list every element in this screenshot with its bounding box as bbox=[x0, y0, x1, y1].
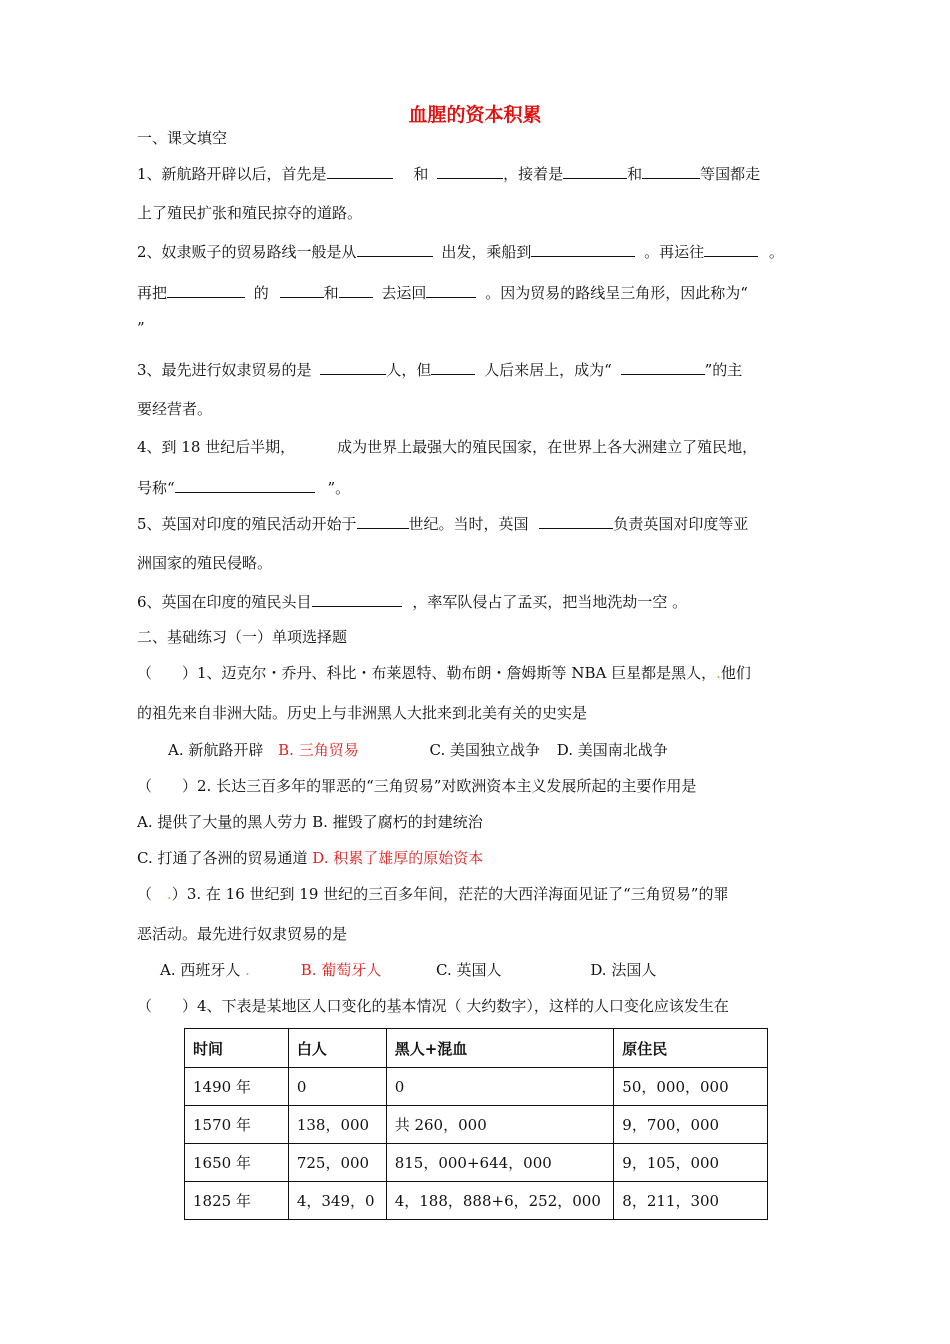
option-b[interactable]: B. 摧毁了腐朽的封建统治 bbox=[312, 813, 483, 831]
fill-question-4-cont bbox=[137, 477, 350, 498]
blank[interactable] bbox=[339, 282, 373, 298]
table-row bbox=[185, 1182, 768, 1220]
text: 人，但 bbox=[386, 361, 432, 379]
mc-question-4 bbox=[137, 996, 729, 1016]
fill-question-1-cont: 上了殖民扩张和殖民掠夺的道路。 bbox=[137, 204, 363, 222]
header-cell: 白人 bbox=[288, 1029, 386, 1068]
fill-question-5 bbox=[137, 513, 748, 534]
table-row bbox=[185, 1068, 768, 1106]
fill-question-4 bbox=[137, 437, 757, 457]
option-d-answer[interactable]: D. 积累了雄厚的原始资本 bbox=[312, 849, 484, 867]
text: 。 bbox=[768, 243, 784, 261]
text: 1、新航路开辟以后，首先是 bbox=[137, 165, 327, 183]
text: 3. 在 16 世纪到 19 世纪的三百多年间，茫茫的大西洋海面见证了“三角贸易”的罪 bbox=[186, 885, 729, 903]
blank[interactable] bbox=[704, 241, 758, 257]
table-cell: 共 260，000 bbox=[386, 1106, 614, 1144]
text: 出发，乘船到 bbox=[441, 243, 532, 261]
table-cell: 50，000，000 bbox=[614, 1068, 768, 1106]
option-d[interactable]: D. 美国南北战争 bbox=[556, 741, 668, 759]
option-a[interactable]: A. 新航路开辟 bbox=[168, 741, 264, 759]
text: 5、英国对印度的殖民活动开始于 bbox=[137, 515, 357, 533]
option-a[interactable]: A. 提供了大量的黑人劳力 bbox=[137, 813, 308, 831]
mc-question-1-cont: 的祖先来自非洲大陆。历史上与非洲黑人大批来到北美有关的史实是 bbox=[137, 704, 588, 722]
blank[interactable] bbox=[437, 163, 503, 179]
text: ”的主 bbox=[704, 361, 743, 379]
mc-question-2 bbox=[137, 776, 696, 796]
answer-paren[interactable]: （ ） bbox=[137, 777, 198, 795]
table-cell: 8，211，300 bbox=[614, 1182, 768, 1220]
blank[interactable] bbox=[320, 359, 386, 375]
blank[interactable] bbox=[563, 163, 627, 179]
table-header-row bbox=[185, 1029, 768, 1068]
table-cell: 1825 年 bbox=[185, 1182, 289, 1220]
fill-question-2-cont bbox=[137, 282, 748, 303]
table-cell: 1490 年 bbox=[185, 1068, 289, 1106]
text: 的 bbox=[253, 284, 269, 302]
table-cell: 1570 年 bbox=[185, 1106, 289, 1144]
option-b-answer[interactable]: B. 葡萄牙人 bbox=[300, 961, 382, 979]
text: 他们 bbox=[720, 664, 751, 682]
page-title: 血腥的资本积累 bbox=[408, 104, 542, 126]
text: 和 bbox=[627, 165, 643, 183]
blank[interactable] bbox=[426, 282, 476, 298]
header-cell: 时间 bbox=[185, 1029, 289, 1068]
text: 再把 bbox=[137, 284, 168, 302]
table-cell: 0 bbox=[288, 1068, 386, 1106]
header-cell: 黑人+混血 bbox=[386, 1029, 614, 1068]
text: ，率军队侵占了孟买，把当地洗劫一空 。 bbox=[412, 593, 688, 611]
text: 去运回 bbox=[381, 284, 427, 302]
text: 世纪。当时，英国 bbox=[408, 515, 529, 533]
text: ，接着是 bbox=[503, 165, 564, 183]
text: 2. 长达三百多年的罪恶的“三角贸易”对欧洲资本主义发展所起的主要作用是 bbox=[197, 777, 697, 795]
blank[interactable] bbox=[357, 241, 433, 257]
text: 1、迈克尔・乔丹、科比・布莱恩特、勒布朗・詹姆斯等 NBA 巨星都是黑人， bbox=[197, 664, 717, 682]
mc-options-2b bbox=[137, 848, 483, 868]
table-cell: 0 bbox=[386, 1068, 614, 1106]
text: 和 bbox=[323, 284, 339, 302]
text: 号称“ bbox=[137, 479, 175, 497]
text: 等国都走 bbox=[700, 165, 761, 183]
table-row bbox=[185, 1106, 768, 1144]
fill-question-2-end: ” bbox=[137, 319, 145, 337]
option-b-answer[interactable]: B. 三角贸易 bbox=[278, 741, 359, 759]
blank[interactable] bbox=[642, 163, 700, 179]
blank[interactable] bbox=[531, 241, 635, 257]
blank[interactable] bbox=[431, 359, 475, 375]
text: 4、下表是某地区人口变化的基本情况（ 大约数字），这样的人口变化应该发生在 bbox=[197, 997, 729, 1015]
blank[interactable] bbox=[327, 163, 393, 179]
fill-question-2 bbox=[137, 241, 784, 262]
option-a[interactable]: A. 西班牙人 bbox=[160, 961, 241, 979]
text: 人后来居上，成为“ bbox=[484, 361, 612, 379]
text: ”。 bbox=[327, 479, 351, 497]
mc-question-3: （ .）3. 在 16 世纪到 19 世纪的三百多年间，茫茫的大西洋海面见证了“三角贸易”的罪 bbox=[137, 885, 729, 903]
option-d[interactable]: D. 法国人 bbox=[590, 961, 657, 979]
blank[interactable] bbox=[280, 282, 324, 298]
fill-question-3-cont: 要经营者。 bbox=[137, 400, 213, 418]
text: 6、英国在印度的殖民头目 bbox=[137, 593, 312, 611]
table-cell: 9，700，000 bbox=[614, 1106, 768, 1144]
population-table bbox=[184, 1028, 768, 1220]
text: 。再运往 bbox=[644, 243, 705, 261]
table-cell: 815，000+644，000 bbox=[386, 1144, 614, 1182]
section-heading-2: 二、基础练习（一）单项选择题 bbox=[137, 628, 348, 646]
text: 。因为贸易的路线呈三角形，因此称为“ bbox=[485, 284, 748, 302]
blank[interactable] bbox=[167, 282, 245, 298]
answer-paren-close: ） bbox=[171, 885, 187, 903]
blank[interactable] bbox=[621, 359, 705, 375]
answer-paren-open[interactable]: （ bbox=[137, 885, 168, 903]
mc-question-3-cont: 恶活动。最先进行奴隶贸易的是 bbox=[137, 925, 348, 943]
answer-paren[interactable]: （ ） bbox=[137, 664, 198, 682]
text: 2、奴隶贩子的贸易路线一般是从 bbox=[137, 243, 357, 261]
table-cell: 9，105，000 bbox=[614, 1144, 768, 1182]
fill-question-6 bbox=[137, 591, 687, 612]
blank[interactable] bbox=[539, 513, 613, 529]
table-cell: 138，000 bbox=[288, 1106, 386, 1144]
text: 4、到 18 世纪后半期， bbox=[137, 438, 296, 456]
mc-options-1 bbox=[168, 740, 668, 760]
table-cell: 4，188，888+6，252，000 bbox=[386, 1182, 614, 1220]
text: 负责英国对印度等亚 bbox=[613, 515, 749, 533]
blank[interactable] bbox=[175, 477, 315, 493]
option-c[interactable]: C. 美国独立战争 bbox=[429, 741, 540, 759]
table-row bbox=[185, 1144, 768, 1182]
header-cell: 原住民 bbox=[614, 1029, 768, 1068]
mc-options-3: A. 西班牙人 . B. 葡萄牙人 C. 英国人 D. 法国人 bbox=[160, 961, 657, 979]
section-heading-1: 一、课文填空 bbox=[137, 129, 228, 147]
table-cell: 725，000 bbox=[288, 1144, 386, 1182]
mc-options-2a bbox=[137, 812, 483, 832]
fill-question-1 bbox=[137, 163, 760, 184]
blank[interactable] bbox=[312, 591, 402, 607]
option-c[interactable]: C. 英国人 bbox=[436, 961, 502, 979]
table-cell: 1650 年 bbox=[185, 1144, 289, 1182]
blank[interactable] bbox=[357, 513, 409, 529]
text: 成为世界上最强大的殖民国家，在世界上各大洲建立了殖民地， bbox=[337, 438, 758, 456]
fill-question-3 bbox=[137, 359, 742, 380]
answer-paren[interactable]: （ ） bbox=[137, 997, 198, 1015]
table-cell: 4，349，0 bbox=[288, 1182, 386, 1220]
text: 3、最先进行奴隶贸易的是 bbox=[137, 361, 312, 379]
text: 和 bbox=[413, 165, 429, 183]
mc-question-1: （ ）1、迈克尔・乔丹、科比・布莱恩特、勒布朗・詹姆斯等 NBA 巨星都是黑人，.他们 bbox=[137, 664, 751, 682]
option-c[interactable]: C. 打通了各洲的贸易通道 bbox=[137, 849, 308, 867]
fill-question-5-cont: 洲国家的殖民侵略。 bbox=[137, 554, 273, 572]
